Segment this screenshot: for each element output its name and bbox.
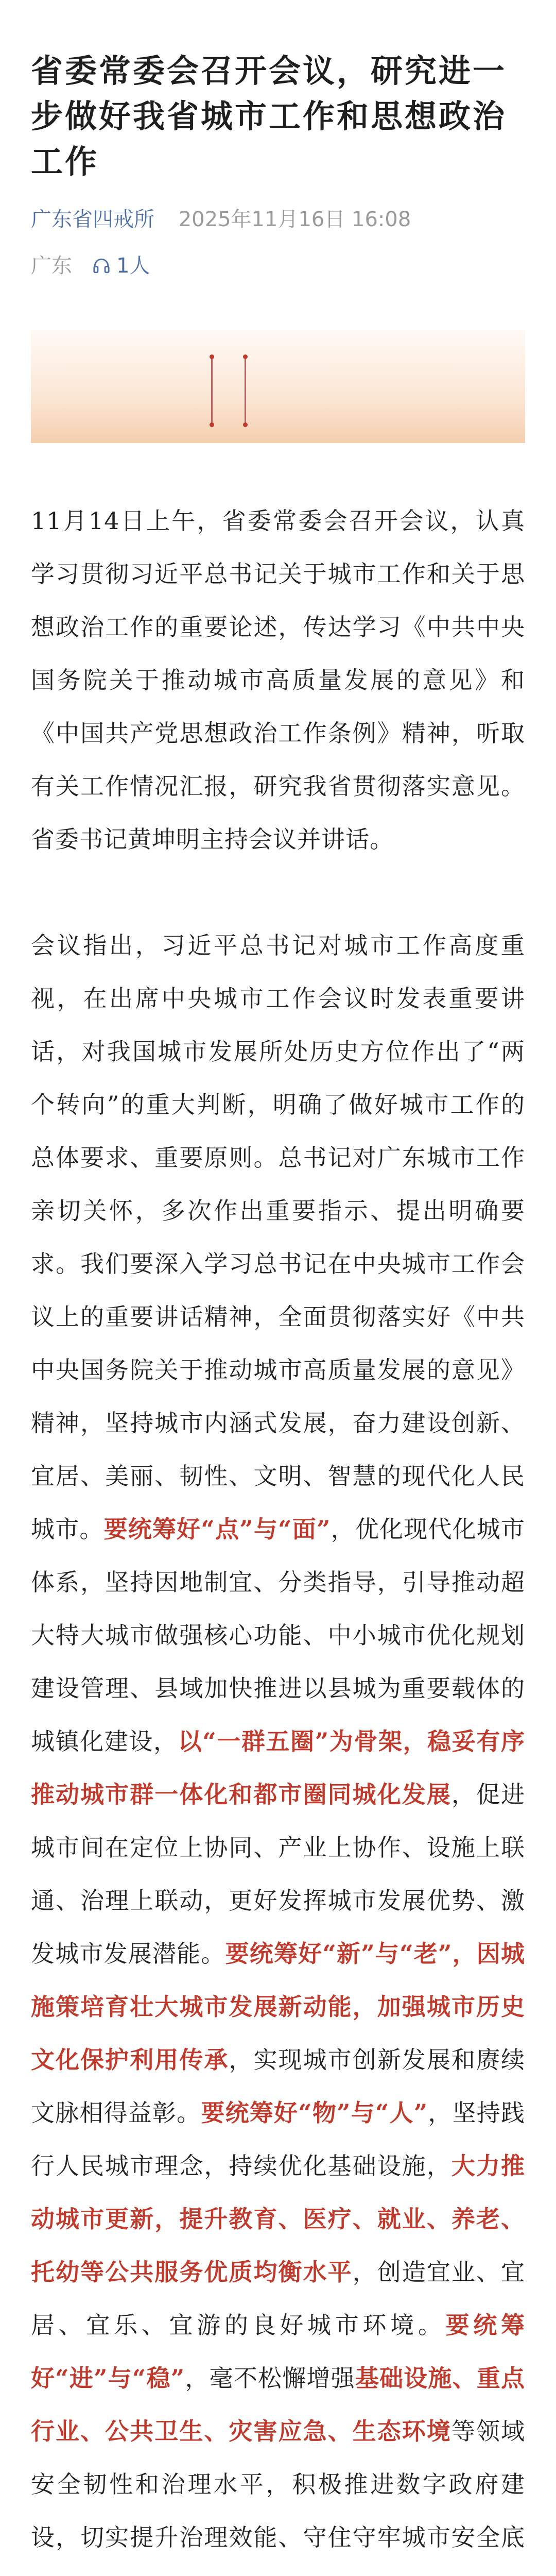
body-text: ，坚持践行人民城市理念，持续优化基础设施，	[31, 2099, 526, 2180]
paragraph-1: 11月14日上午，省委常委会召开会议，认真学习贯彻习近平总书记关于城市工作和关于思想政治工作的重要论述，传达学习《中共中央国务院关于推动城市高质量发展的意见》和《中国共产党思想政治工作条例》精神，听取有关工作情况汇报，研究我省贯彻落实意见。省委书记黄坤明主持会议并讲话。	[31, 507, 525, 853]
banner-dot	[243, 354, 248, 359]
highlight-text: 以“一群五圈”为骨架，稳妥有序推动城市群一体化和都市圈同城化发展	[31, 1727, 525, 1808]
body-text: ，促进城市间在定位上协同、产业上协作、设施上联通、治理上联动，更好发挥城市发展优势、激发城市发展潜能。	[31, 1781, 526, 1968]
article-meta	[31, 205, 525, 234]
body-text: 等领域安全韧性和治理水平，积极推进数字政府建设，切实提升治理效能、守住守牢城市安全底	[31, 2417, 526, 2551]
article-body	[31, 495, 525, 2576]
highlight-text: 大力推动城市更新，提升教育、医疗、就业、养老、托幼等公共服务优质均衡水平	[31, 2152, 526, 2286]
region-label: 广东	[31, 254, 72, 278]
banner-dot	[243, 422, 248, 427]
banner-rod-right	[245, 358, 246, 425]
headphones-icon	[93, 257, 110, 275]
highlight-text: 要统筹好“物”与“人”	[201, 2099, 428, 2127]
body-text: ，创造宜业、宜居、宜乐、宜游的良好城市环境。	[31, 2258, 526, 2339]
highlight-text: 要统筹好“进”与“稳”	[31, 2311, 526, 2392]
highlight-text: 要统筹好“新”与“老”，因城施策培育壮大城市发展新动能，加强城市历史文化保护利用传承	[31, 1940, 526, 2074]
banner-dot	[210, 354, 214, 359]
body-text: 会议指出，习近平总书记对城市工作高度重视，在出席中央城市工作会议时发表重要讲话，对我国城市发展所处历史方位作出了“两个转向”的重大判断，明确了做好城市工作的总体要求、重要原则。总书记对广东城市工作亲切关怀，多次作出重要指示、提出明确要求。我们要深入学习总书记在中央城市工作会议上的重要讲话精神，全面贯彻落实好《中共中央国务院关于推动城市高质量发展的意见》精神，坚持城市内涵式发展，奋力建设创新、宜居、美丽、韧性、文明、智慧的现代化人民城市。	[31, 931, 525, 1543]
article-title: 省委常委会召开会议，研究进一步做好我省城市工作和思想政治工作	[31, 52, 507, 180]
decorative-banner	[31, 330, 525, 443]
banner-dot	[210, 422, 214, 427]
body-text: ，优化现代化城市体系，坚持因地制宜、分类指导，引导推动超大特大城市做强核心功能、中小城市优化规划建设管理、县域加快推进以县城为重要载体的城镇化建设，	[31, 1515, 526, 1755]
listen-button[interactable]	[93, 251, 150, 280]
paragraph-2	[31, 919, 525, 2576]
highlight-text: 基础设施、重点行业、公共卫生、灾害应急、生态环境	[31, 2364, 526, 2445]
body-text: ，实现城市创新发展和赓续文脉相得益彰。	[31, 2046, 526, 2127]
publish-date: 2025年11月16日 16:08	[178, 208, 411, 231]
listener-count: 1人	[116, 254, 150, 278]
banner-rod-left	[211, 358, 213, 425]
highlight-text: 要统筹好“点”与“面”	[103, 1515, 331, 1543]
source-link[interactable]: 广东省四戒所	[31, 208, 154, 231]
body-text: ，毫不松懈增强	[185, 2364, 355, 2392]
article-meta-secondary	[31, 251, 150, 280]
